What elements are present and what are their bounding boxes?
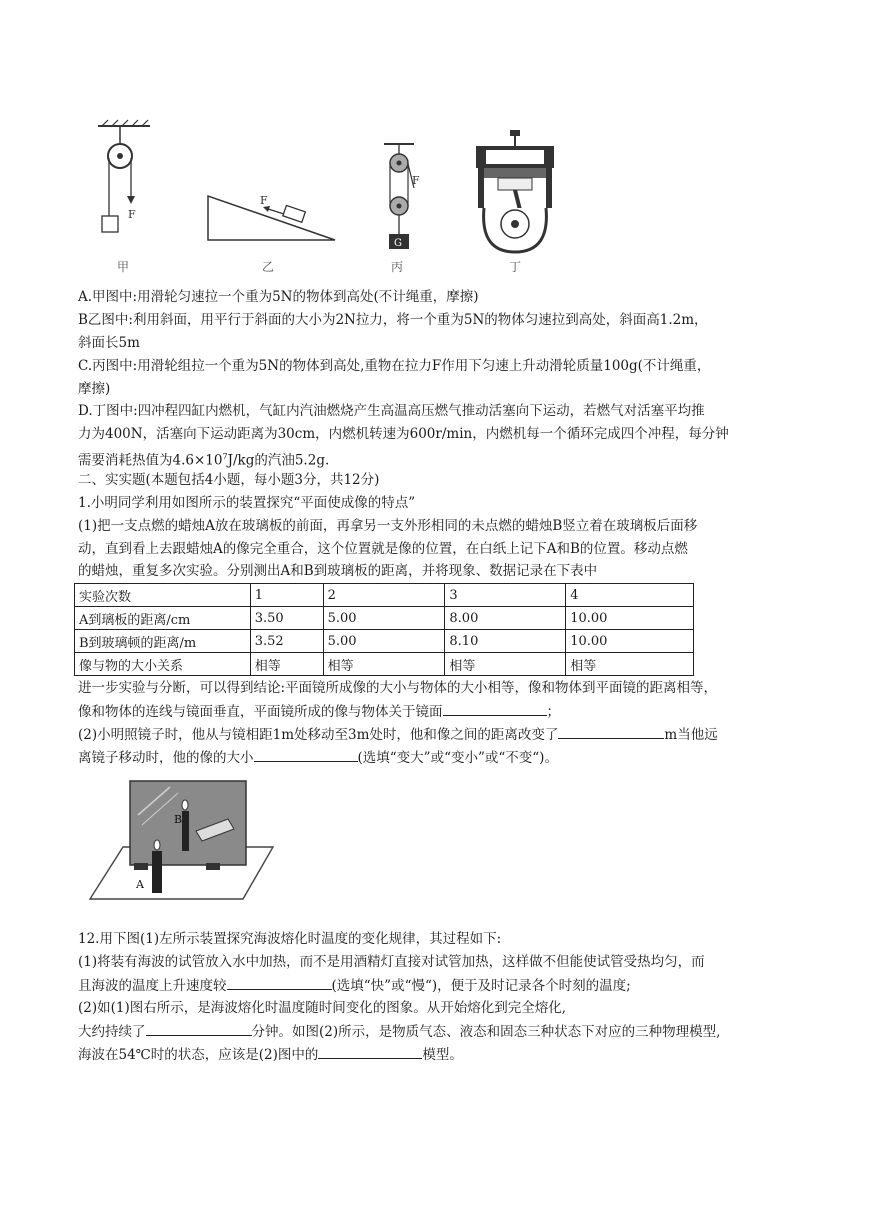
answer-blank[interactable] [558,724,664,739]
q1-part1-line3: 的蜡烛，重复多次实验。分别测出A和B到玻璃板的距离，并将现象、数据记录在下表中 [78,563,598,579]
option-d-exponent: 7 [222,452,228,461]
figure-bing-pulley-block [374,140,424,255]
q1-part2-line2 [78,747,558,768]
option-d-line3-post: J/kg的汽油5.2g. [227,452,330,469]
option-c-line2: 摩擦) [78,381,111,397]
table-row [75,607,694,630]
figure-ding-engine [470,128,560,256]
table-header-row [75,584,694,607]
option-b-line2: 斜面长5m [78,335,140,351]
q12-part2-line3 [78,1044,463,1065]
section-heading: 二、实实题(本题包括4小题，每小题3分，共12分) [78,472,380,488]
q1-part1-line2: 动，直到看上去跟蜡烛A的像完全重合，这个位置就是像的位置，在白纸上记下A和B的位置。移动点燃 [78,541,688,557]
table-cell: 相等 [445,653,566,676]
q1-part2-line2-pre: 离镜子移动时，他的像的大小 [78,750,254,766]
table-cell: 3.52 [250,630,323,653]
table-cell: 8.10 [445,630,566,653]
q12-part1-line2 [78,975,631,996]
force-f-label: F [128,208,136,221]
q12-part2-line3-pre: 海波在54℃时的状态，应该是(2)图中的 [78,1047,319,1063]
table-cell: 3 [445,584,566,607]
option-d-line3-pre: 需要消耗热值为4.6×10 [78,452,223,469]
table-cell: 实验次数 [75,584,251,607]
option-c-line1: C.丙图中:用滑轮组拉一个重为5N的物体到高处,重物在拉力F作用下匀速上升动滑轮质量100g(不计绳重， [78,358,711,374]
q12-part2-line1: (2)如(1)图右所示，是海波熔化时温度随时间变化的图象。从开始熔化到完全熔化, [78,1000,567,1016]
weight-g-label: G [394,238,402,249]
q1-conclusion-line2 [78,701,560,722]
q12-part2-line2-post: 分钟。如图(2)所示，是物质气态、液态和固态三种状态下对应的三种物理模型, [251,1024,721,1040]
option-b-line1: B乙图中:利用斜面，用平行于斜面的大小为2N拉力，将一个重为5N的物体匀速拉到高处，斜面高1.2m， [78,312,708,328]
table-cell: 5.00 [323,607,445,630]
force-f-label: F [260,194,268,207]
option-d-line2: 力为400N，活塞向下运动距离为30cm，内燃机转速为600r/min，内燃机每一个循环完成四个冲程，每分钟 [78,426,729,442]
q1-conclusion-line2-pre: 像和物体的连线与镜面垂直，平面镜所成的像与物体关于镜面 [78,704,443,720]
table-cell: B到玻璃顿的距离/m [75,630,251,653]
q1-part2-line2-post: (选填“变大”或“变小”或“不变“)。 [357,750,558,766]
table-cell: 相等 [250,653,323,676]
table-cell: 相等 [566,653,694,676]
answer-blank[interactable] [146,1021,252,1036]
answer-blank[interactable] [227,975,332,990]
q12-part1-line2-post: (选填“快”或“慢“)，便于及时记录各个时刻的温度; [331,978,631,994]
table-cell: 2 [323,584,445,607]
candle-b-label: B [174,813,183,826]
table-cell: 5.00 [323,630,445,653]
q1-part2-line1-pre: (2)小明照镜子时，他从与镜相距1m处移动至3m处时，他和像之间的距离改变了 [78,727,559,743]
option-d-line1: D.丁图中:四冲程四缸内燃机，气缸内汽油燃烧产生高温高压燃气推动活塞向下运动，若燃气对活塞平均推 [78,403,705,419]
table-cell: 像与物的大小关系 [75,653,251,676]
table-cell: 4 [566,584,694,607]
figure-mirror-candles [78,775,283,905]
figure-label-ding: 丁 [509,260,522,274]
figure-jia-pulley [90,118,160,268]
q1-part2-line1 [78,724,718,745]
table-cell: 10.00 [566,607,694,630]
table-row [75,653,694,676]
q12-part2-line3-post: 模型。 [422,1047,463,1063]
answer-blank[interactable] [318,1044,422,1059]
q12-part2-line2-pre: 大约持续了 [78,1024,146,1040]
table-row [75,630,694,653]
force-f-label: F [412,174,420,187]
q1-part1-line1: (1)把一支点燃的蜡烛A放在玻璃板的前面，再拿另一支外形相同的未点燃的蜡烛B竖立着在玻璃板后面移 [78,518,698,534]
figure-label-bing: 丙 [391,260,404,274]
q1-part2-line1-post: m当他远 [664,727,718,743]
table-cell: 相等 [323,653,445,676]
q12-part2-line2 [78,1021,720,1042]
q12-part1-line2-pre: 且海波的温度上升速度较 [78,978,227,994]
q1-conclusion-line1: 进一步实验与分断，可以得到结论:平面镜所成像的大小与物体的大小相等，像和物体到平面镜的距离相等， [78,680,718,696]
figure-label-jia: 甲 [117,260,130,274]
table-cell: 10.00 [566,630,694,653]
table-cell: 8.00 [445,607,566,630]
option-a: A.甲图中:用滑轮匀速拉一个重为5N的物体到高处(不计绳重，摩擦) [78,289,479,305]
experiment-data-table [74,583,694,676]
table-cell: 1 [250,584,323,607]
q12-title: 12.用下图(1)左所示装置探究海波熔化时温度的变化规律，其过程如下: [78,931,502,947]
table-cell: 3.50 [250,607,323,630]
q1-title: 1.小明同学利用如图所示的装置探究“平面使成像的特点” [78,495,416,511]
table-cell: A到璃板的距离/cm [75,607,251,630]
option-d-line3 [78,447,329,471]
answer-blank[interactable] [443,701,547,716]
candle-a-label: A [136,878,144,891]
q1-conclusion-line2-post: ； [546,704,560,720]
q12-part1-line1: (1)将装有海波的试管放入水中加热，而不是用酒精灯直接对试管加热，这样做不但能使试管受热均匀，而 [78,954,705,970]
answer-blank[interactable] [254,747,358,762]
figure-label-yi: 乙 [262,260,275,274]
figure-yi-incline [200,180,340,250]
